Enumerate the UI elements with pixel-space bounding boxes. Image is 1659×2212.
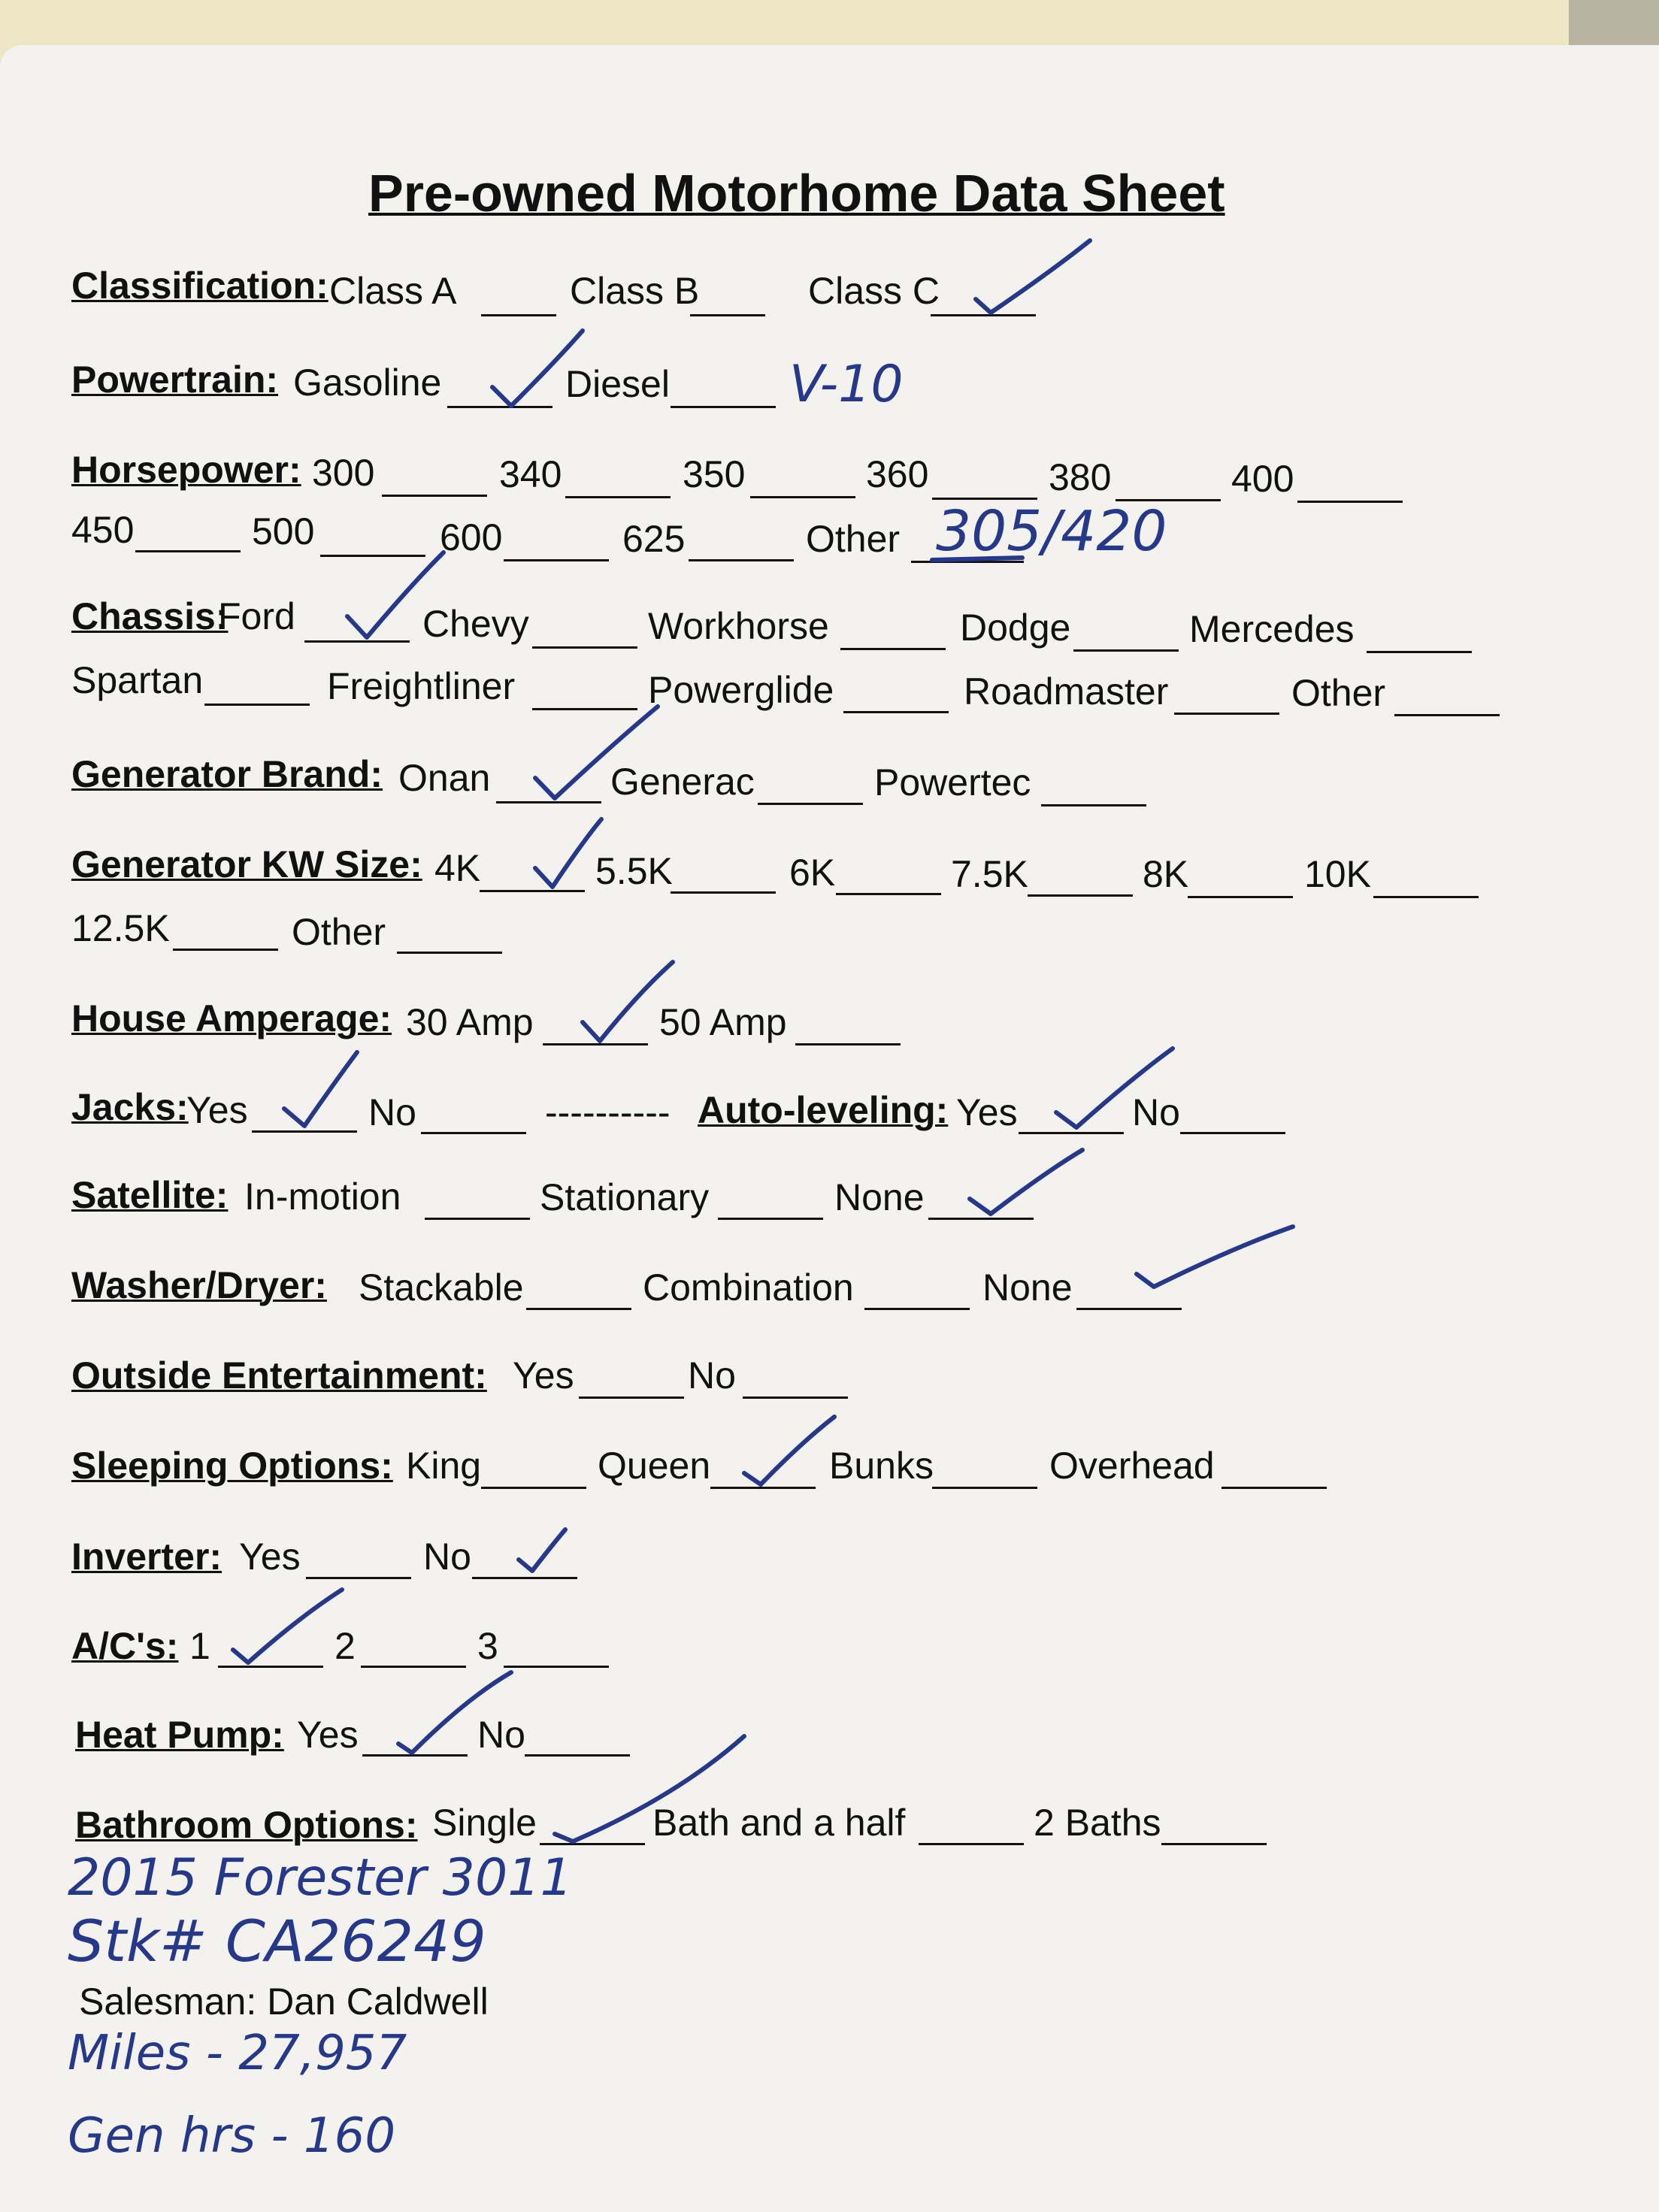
option-powertec: Powertec	[874, 761, 1031, 803]
option-bunks: Bunks	[829, 1445, 934, 1487]
option-hp-400: 400	[1231, 458, 1294, 500]
option-12-5k: 12.5K	[71, 907, 170, 949]
handwritten-generator-hours: Gen hrs - 160	[68, 2108, 396, 2164]
option-6k: 6K	[789, 852, 836, 894]
option-ac-2: 2	[335, 1625, 356, 1667]
option-single: Single	[432, 1802, 537, 1844]
underline-hp-note-icon	[932, 558, 1022, 560]
option-8k: 8K	[1143, 853, 1189, 895]
option-ac-1: 1	[189, 1625, 210, 1667]
option-king: King	[406, 1445, 482, 1487]
option-class-c: Class C	[808, 270, 940, 312]
generator-brand-label: Generator Brand:	[71, 753, 383, 795]
check-mark-4k-icon	[535, 819, 601, 887]
option-hp-other: Other	[806, 518, 901, 560]
option-entertainment-no: No	[688, 1354, 736, 1396]
option-auto-leveling-yes: Yes	[956, 1091, 1018, 1133]
jacks-label: Jacks:	[71, 1086, 189, 1128]
option-heat-pump-no: No	[477, 1714, 525, 1756]
check-mark-ford-icon	[347, 552, 444, 637]
option-stationary: Stationary	[540, 1176, 710, 1218]
option-class-b: Class B	[570, 270, 700, 312]
option-chevy: Chevy	[422, 603, 529, 645]
check-mark-inverter-no-icon	[519, 1530, 565, 1571]
option-chassis-other: Other	[1291, 672, 1386, 714]
option-roadmaster: Roadmaster	[964, 670, 1169, 713]
option-queen: Queen	[598, 1445, 711, 1487]
check-mark-single-icon	[555, 1736, 744, 1841]
check-mark-satellite-none-icon	[970, 1150, 1082, 1214]
option-generac: Generac	[610, 761, 755, 803]
option-washer-none: None	[982, 1266, 1073, 1309]
option-4k: 4K	[434, 847, 481, 889]
check-mark-auto-leveling-yes-icon	[1056, 1049, 1173, 1127]
check-mark-queen-icon	[744, 1417, 834, 1484]
option-diesel: Diesel	[565, 363, 670, 405]
check-mark-heat-pump-yes-icon	[398, 1672, 511, 1753]
option-7-5k: 7.5K	[951, 853, 1028, 895]
option-hp-350: 350	[683, 453, 746, 495]
option-overhead: Overhead	[1049, 1445, 1215, 1487]
inverter-label: Inverter:	[71, 1536, 223, 1578]
option-2-baths: 2 Baths	[1034, 1802, 1161, 1844]
option-hp-450: 450	[71, 509, 135, 551]
option-hp-340: 340	[499, 453, 562, 495]
option-satellite-none: None	[834, 1176, 925, 1218]
horsepower-label: Horsepower:	[71, 449, 301, 491]
handwritten-engine-note: V-10	[789, 355, 904, 414]
handwritten-hp-note: 305/420	[936, 499, 1167, 564]
option-hp-625: 625	[622, 518, 686, 560]
option-hp-500: 500	[252, 510, 315, 552]
outside-entertainment-label: Outside Entertainment:	[71, 1354, 487, 1396]
option-powerglide: Powerglide	[648, 669, 834, 711]
heat-pump-label: Heat Pump:	[75, 1714, 284, 1756]
option-stackable: Stackable	[359, 1266, 524, 1309]
page-title: Pre-owned Motorhome Data Sheet	[368, 164, 1225, 222]
classification-label: Classification:	[71, 265, 328, 307]
option-class-a: Class A	[329, 270, 457, 312]
option-freightliner: Freightliner	[327, 665, 516, 707]
option-30-amp: 30 Amp	[406, 1001, 534, 1043]
auto-leveling-label: Auto-leveling:	[698, 1089, 949, 1131]
option-gasoline: Gasoline	[293, 362, 442, 404]
option-jacks-yes: Yes	[186, 1089, 248, 1131]
option-workhorse: Workhorse	[648, 605, 829, 647]
washer-dryer-label: Washer/Dryer:	[71, 1264, 327, 1306]
powertrain-label: Powertrain:	[71, 359, 279, 401]
check-mark-gasoline-icon	[492, 331, 583, 406]
option-jacks-no: No	[368, 1091, 416, 1133]
option-50-amp: 50 Amp	[659, 1001, 787, 1043]
generator-kw-label: Generator KW Size:	[71, 843, 422, 885]
option-kw-other: Other	[292, 911, 386, 953]
handwritten-stock-number: Stk# CA26249	[68, 1908, 486, 1974]
option-inverter-no: No	[423, 1536, 471, 1578]
bathroom-options-label: Bathroom Options:	[75, 1804, 418, 1846]
option-spartan: Spartan	[71, 659, 204, 701]
option-hp-300: 300	[312, 452, 375, 494]
option-in-motion: In-motion	[244, 1176, 401, 1218]
option-ford: Ford	[218, 595, 295, 637]
separator-dashes: ----------	[545, 1091, 671, 1133]
option-hp-360: 360	[866, 453, 929, 495]
check-mark-ac-1-icon	[233, 1590, 342, 1663]
satellite-label: Satellite:	[71, 1174, 229, 1216]
option-ac-3: 3	[477, 1625, 498, 1667]
handwritten-miles: Miles - 27,957	[68, 2026, 407, 2081]
option-bath-and-a-half: Bath and a half	[652, 1802, 906, 1844]
option-onan: Onan	[398, 757, 491, 799]
house-amperage-label: House Amperage:	[71, 997, 392, 1039]
option-hp-600: 600	[440, 516, 503, 558]
option-combination: Combination	[643, 1266, 854, 1309]
check-mark-30-amp-icon	[583, 962, 673, 1041]
check-mark-class-c-icon	[976, 241, 1090, 313]
check-mark-jacks-yes-icon	[284, 1052, 357, 1126]
check-mark-onan-icon	[535, 707, 658, 798]
option-10k: 10K	[1304, 853, 1371, 895]
option-5-5k: 5.5K	[595, 850, 673, 892]
option-heat-pump-yes: Yes	[297, 1714, 359, 1756]
check-mark-washer-none-icon	[1137, 1227, 1293, 1287]
sleeping-options-label: Sleeping Options:	[71, 1445, 393, 1487]
ac-label: A/C's:	[71, 1625, 179, 1667]
salesman-name: Salesman: Dan Caldwell	[79, 1981, 489, 2023]
option-dodge: Dodge	[960, 607, 1071, 649]
option-entertainment-yes: Yes	[513, 1354, 574, 1396]
option-auto-leveling-no: No	[1132, 1091, 1180, 1133]
option-hp-380: 380	[1049, 456, 1112, 498]
option-mercedes: Mercedes	[1189, 608, 1355, 650]
chassis-label: Chassis:	[71, 595, 229, 637]
option-inverter-yes: Yes	[239, 1536, 301, 1578]
handwritten-model: 2015 Forester 3011	[68, 1848, 573, 1908]
